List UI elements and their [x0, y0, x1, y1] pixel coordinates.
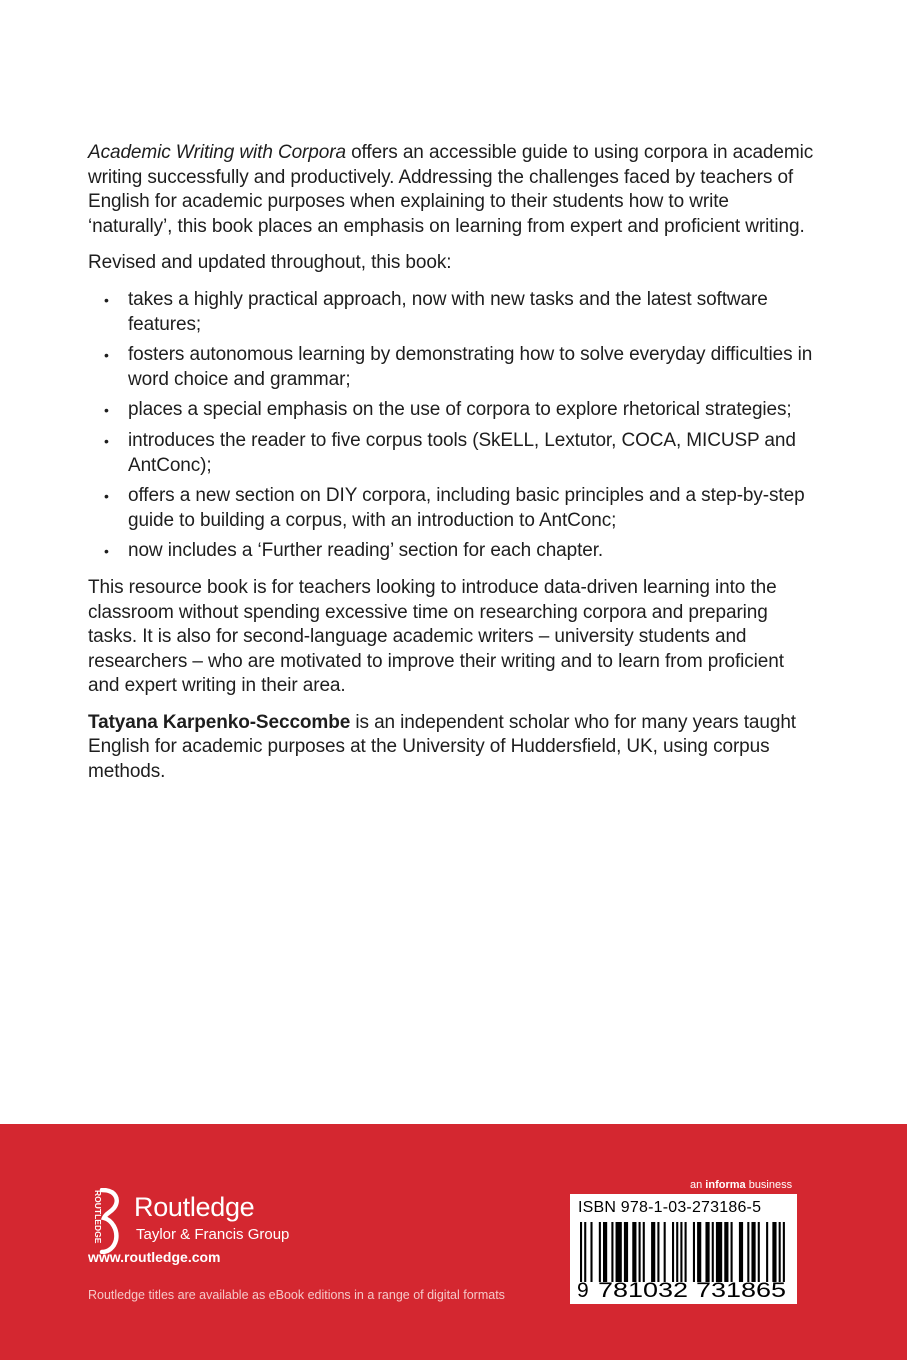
- barcode-bar: [712, 1222, 714, 1282]
- barcode-bar: [603, 1222, 607, 1282]
- informa-tagline: an informa business: [690, 1179, 793, 1191]
- barcode-bar: [766, 1222, 768, 1282]
- barcode-bar: [672, 1222, 674, 1282]
- intro-paragraph: [88, 141, 818, 239]
- book-title: Academic Writing with Corpora: [88, 142, 346, 163]
- barcode-bar: [616, 1222, 622, 1282]
- barcode-bar: [731, 1222, 733, 1282]
- list-item: • offers a new section on DIY corpora, including basic principles and a step-by-step guide to building a corpus, with an introduction to AntConc;: [104, 485, 805, 531]
- barcode-bar: [783, 1222, 785, 1282]
- list-item: • places a special emphasis on the use of corpora to explore rhetorical strategies;: [88, 398, 818, 423]
- barcode-bar: [685, 1222, 687, 1282]
- list-item: • now includes a ‘Further reading’ section for each chapter.: [88, 539, 818, 564]
- barcode-digits: [570, 1278, 797, 1302]
- barcode-lead-digit: 9: [577, 1279, 589, 1302]
- barcode-bar: [624, 1222, 628, 1282]
- informa-brand: informa: [705, 1179, 746, 1191]
- audience-paragraph: This resource book is for teachers looking to introduce data-driven learning into the classroom without spending excessive time on researching corpora and preparing tasks. It is also for second-language academic writers – university students and researchers – who are motivated to improve their writing and to learn from proficient and expert writing in their area.: [88, 576, 784, 697]
- barcode-bar: [632, 1222, 636, 1282]
- revised-lead: Revised and updated throughout, this book:: [88, 252, 452, 274]
- bullet-icon: •: [104, 402, 109, 419]
- barcode-bar: [680, 1222, 682, 1282]
- barcode-bar: [747, 1222, 749, 1282]
- barcode-bar: [693, 1222, 695, 1282]
- ebook-note: Routledge titles are available as eBook editions in a range of digital formats: [88, 1288, 505, 1302]
- barcode-bar: [584, 1222, 586, 1282]
- barcode-bar: [657, 1222, 659, 1282]
- isbn-barcode-box: [570, 1194, 797, 1304]
- barcode-bar: [779, 1222, 781, 1282]
- barcode-bar: [611, 1222, 613, 1282]
- barcode-bar: [599, 1222, 601, 1282]
- barcode-bar: [697, 1222, 701, 1282]
- routledge-logo-mark-icon: [86, 1188, 124, 1254]
- publisher-website: www.routledge.com: [88, 1249, 221, 1265]
- barcode-bar: [643, 1222, 645, 1282]
- list-item: • introduces the reader to five corpus tools (SkELL, Lextutor, COCA, MICUSP and AntConc);: [104, 429, 796, 476]
- barcode-bar: [676, 1222, 678, 1282]
- barcode-bar: [772, 1222, 776, 1282]
- bullet-icon: •: [104, 347, 109, 364]
- barcode-bar: [716, 1222, 722, 1282]
- barcode-bar: [664, 1222, 666, 1282]
- barcode-bar: [758, 1222, 760, 1282]
- bullet-icon: •: [104, 291, 109, 308]
- publisher-footer: [0, 1124, 907, 1360]
- publisher-group: Taylor & Francis Group: [136, 1226, 290, 1243]
- bullet-icon: •: [104, 488, 109, 505]
- barcode-bar: [651, 1222, 655, 1282]
- list-item: • fosters autonomous learning by demonstrating how to solve everyday difficulties in word choice and grammar;: [104, 344, 813, 390]
- barcode-bar: [724, 1222, 728, 1282]
- logo-vertical-text: ROUTLEDGE: [93, 1190, 103, 1244]
- feature-list: [88, 288, 818, 564]
- barcode-icon: [576, 1222, 791, 1282]
- author-bio-text: is an independent scholar who for many years taught English for academic purposes at the University of Huddersfield, UK, using corpus methods.: [88, 711, 796, 783]
- barcode-bar: [705, 1222, 709, 1282]
- list-item: • takes a highly practical approach, now with new tasks and the latest software features;: [104, 288, 768, 335]
- barcode-bar: [639, 1222, 641, 1282]
- barcode-group-2: 731865: [696, 1279, 786, 1302]
- barcode-group-1: 781032: [598, 1279, 688, 1302]
- intro-text: offers an accessible guide to using corpora in academic writing successfully and productively. Addressing the challenges faced by teachers of English for academic purposes when explaining to their students how to write ‘naturally’, this book places an emphasis on learning from expert and proficient writing.: [88, 142, 814, 237]
- isbn-label: ISBN 978-1-03-273186-5: [578, 1199, 762, 1216]
- barcode-bar: [590, 1222, 592, 1282]
- bullet-icon: •: [104, 543, 109, 560]
- author-name: Tatyana Karpenko-Seccombe: [88, 711, 351, 733]
- publisher-name: Routledge: [134, 1192, 255, 1222]
- barcode-bar: [580, 1222, 582, 1282]
- author-bio: [88, 711, 818, 785]
- bullet-icon: •: [104, 432, 109, 449]
- barcode-bar: [739, 1222, 743, 1282]
- back-cover-text: [88, 141, 818, 797]
- barcode-bar: [751, 1222, 755, 1282]
